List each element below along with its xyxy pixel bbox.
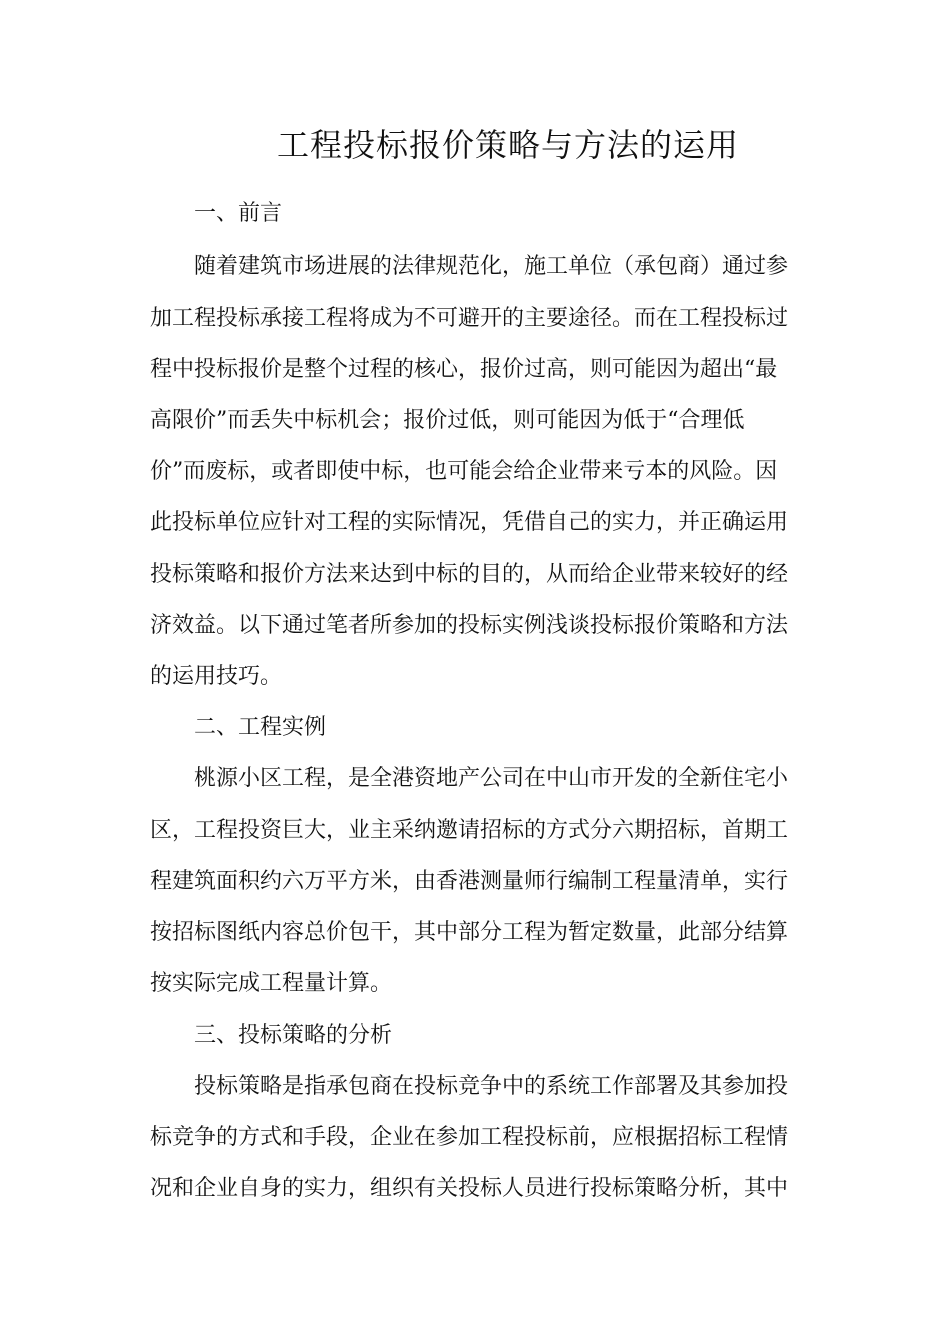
- paragraph-line: 程中投标报价是整个过程的核心，报价过高，则可能因为超出“最: [150, 357, 778, 382]
- paragraph-line: 投标策略是指承包商在投标竞争中的系统工作部署及其参加投: [194, 1074, 789, 1099]
- paragraph-line: 投标策略和报价方法来达到中标的目的，从而给企业带来较好的经: [150, 562, 789, 587]
- paragraph-line: 随着建筑市场进展的法律规范化，施工单位（承包商）通过参: [194, 254, 789, 279]
- paragraph-line: 按招标图纸内容总价包干，其中部分工程为暂定数量，此部分结算: [150, 920, 789, 945]
- section-heading-project-example: 二、工程实例: [194, 715, 327, 740]
- paragraph-line: 的运用技巧。: [150, 664, 283, 689]
- paragraph-line: 标竞争的方式和手段，企业在参加工程投标前，应根据招标工程情: [150, 1125, 789, 1150]
- paragraph-line: 程建筑面积约六万平方米，由香港测量师行编制工程量清单，实行: [150, 869, 789, 894]
- paragraph-line: 此投标单位应针对工程的实际情况，凭借自己的实力，并正确运用: [150, 510, 789, 535]
- paragraph-line: 桃源小区工程，是全港资地产公司在中山市开发的全新住宅小: [194, 766, 789, 791]
- paragraph-line: 按实际完成工程量计算。: [150, 971, 393, 996]
- paragraph-line: 况和企业自身的实力，组织有关投标人员进行投标策略分析，其中: [150, 1176, 789, 1201]
- section-heading-preface: 一、前言: [194, 201, 283, 226]
- section-heading-strategy-analysis: 三、投标策略的分析: [194, 1023, 393, 1048]
- paragraph-line: 济效益。以下通过笔者所参加的投标实例浅谈投标报价策略和方法: [150, 613, 789, 638]
- paragraph-line: 高限价”而丢失中标机会；报价过低，则可能因为低于“合理低: [150, 408, 745, 433]
- paragraph-line: 价”而废标，或者即使中标，也可能会给企业带来亏本的风险。因: [150, 459, 778, 484]
- paragraph-line: 区，工程投资巨大，业主采纳邀请招标的方式分六期招标，首期工: [150, 818, 789, 843]
- document-title: 工程投标报价策略与方法的运用: [276, 126, 739, 164]
- paragraph-line: 加工程投标承接工程将成为不可避开的主要途径。而在工程投标过: [150, 306, 789, 331]
